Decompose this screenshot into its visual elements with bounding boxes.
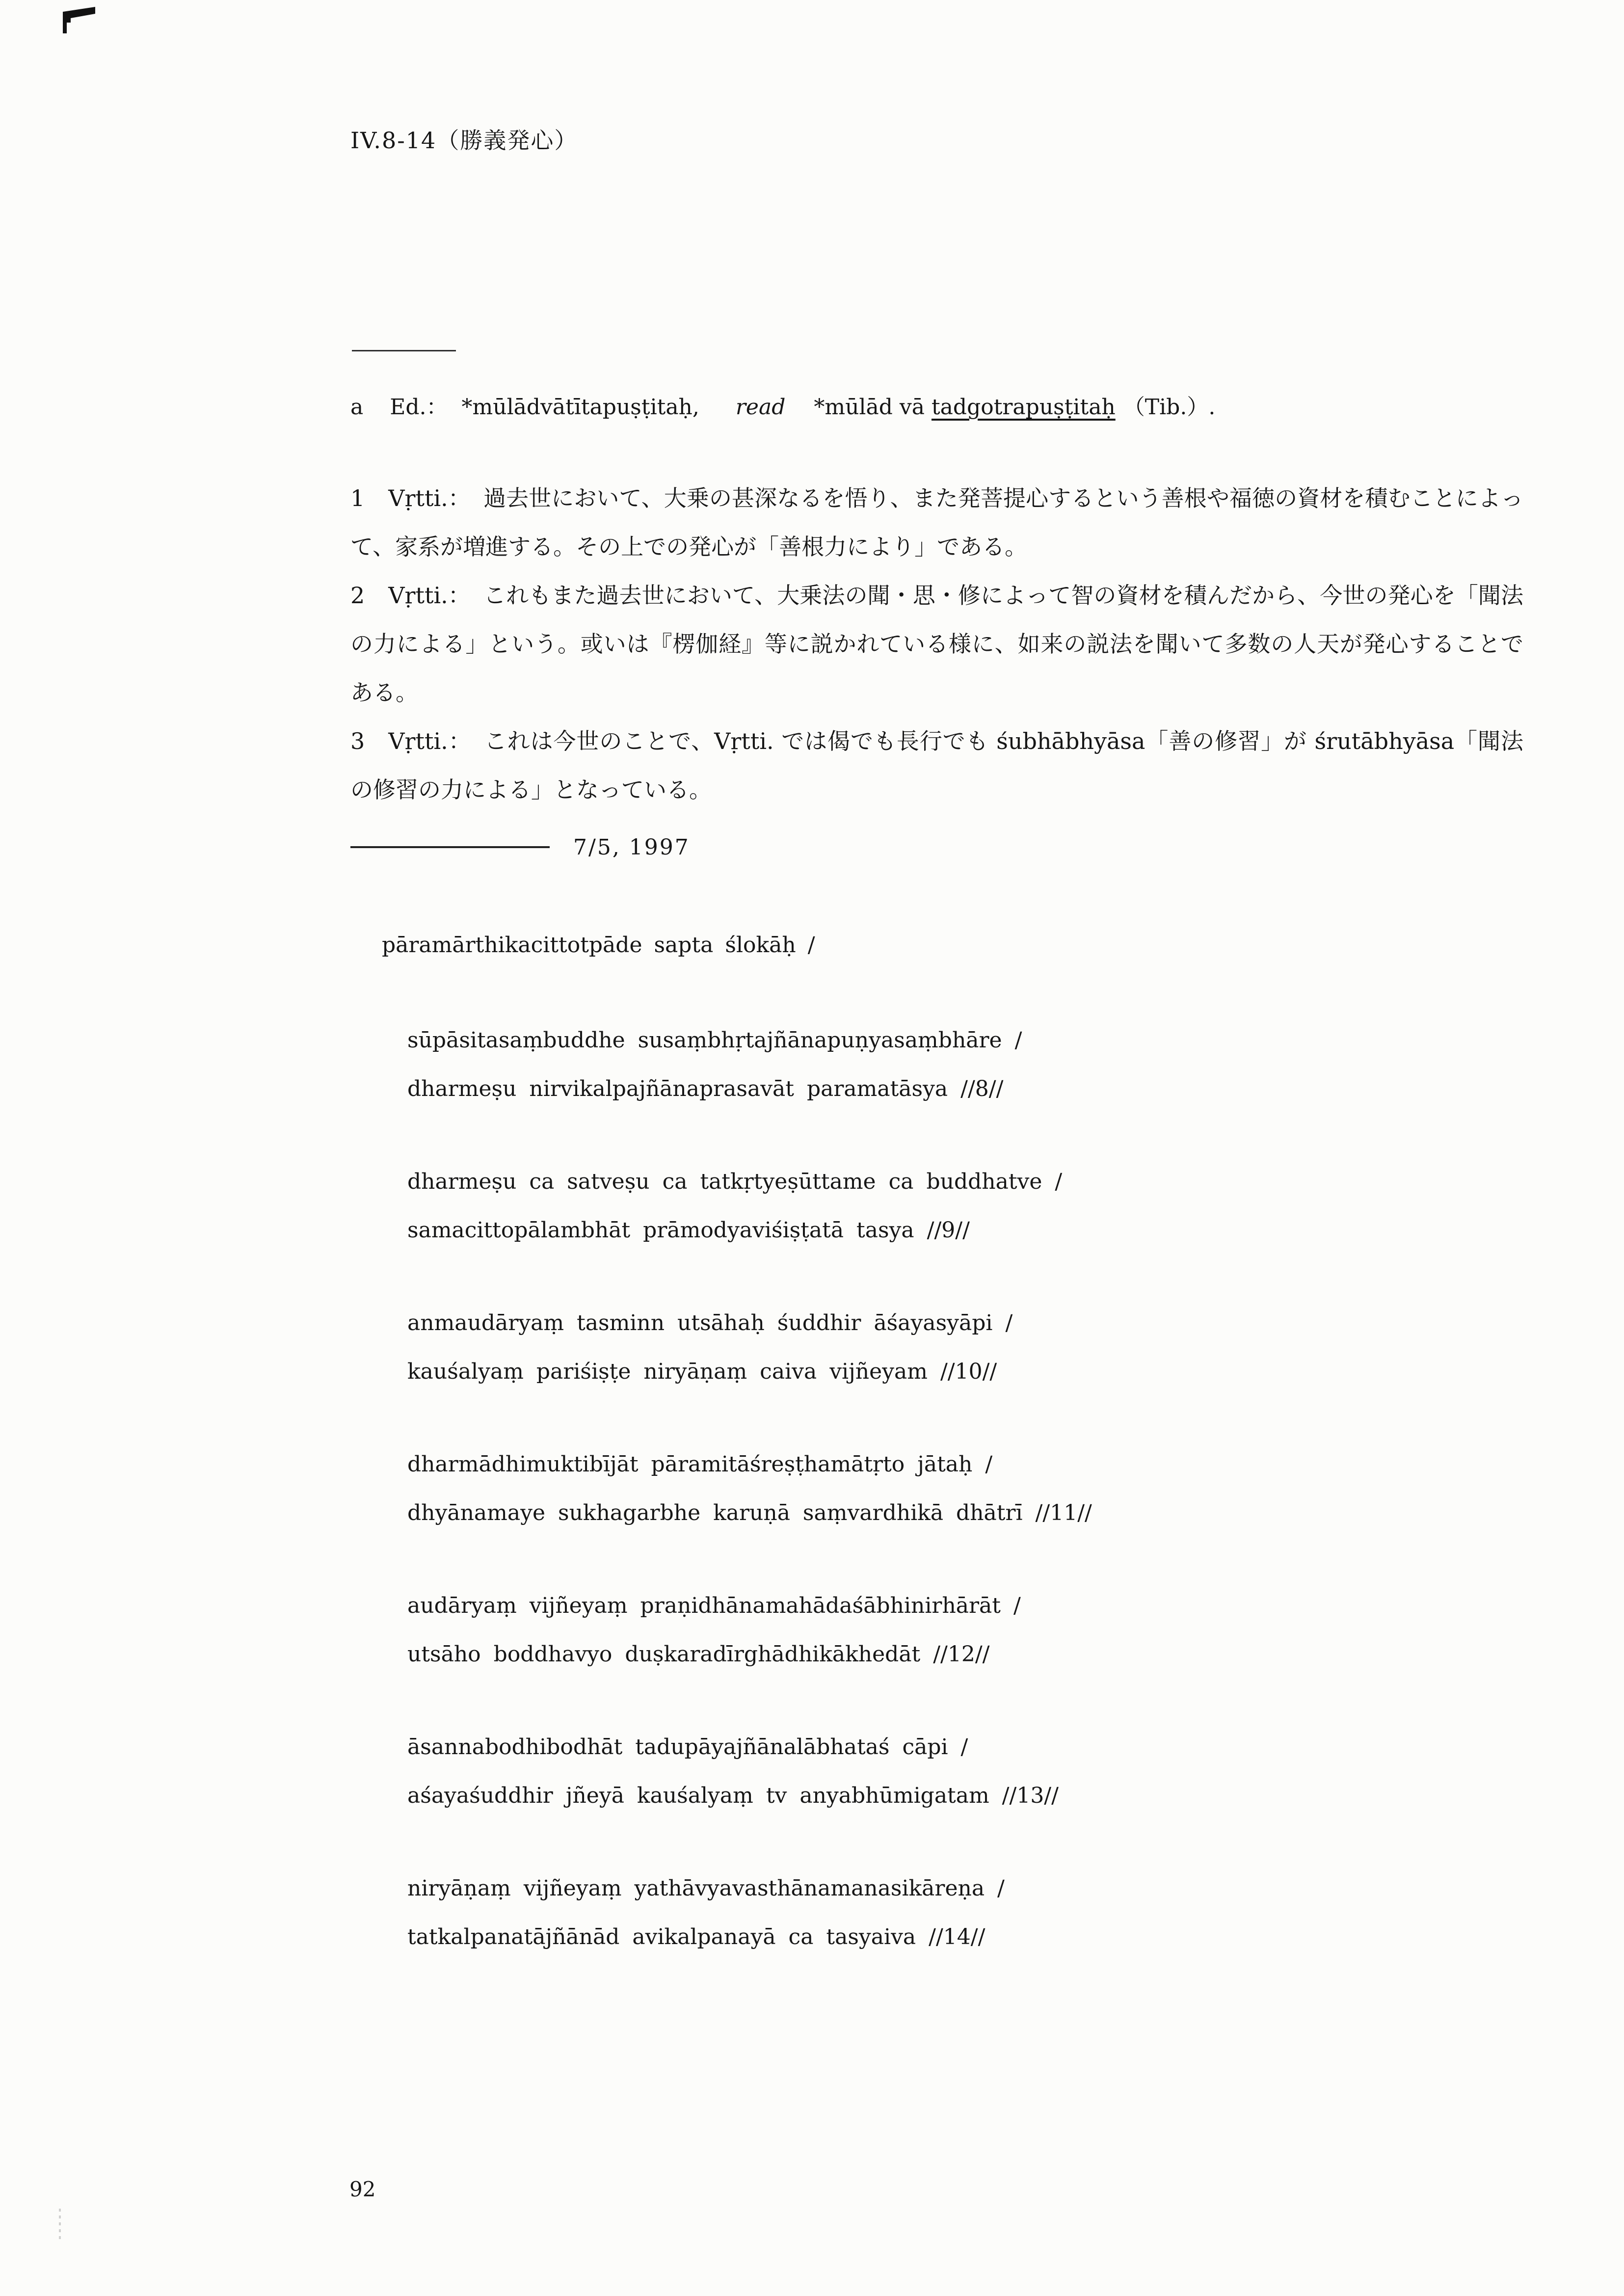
verse-line: sūpāsitasaṃbuddhe susaṃbhṛtajñānapuṇyasaṃbhāre / [407,1028,1022,1053]
apparatus-entry [350,389,1215,421]
verse-10 [407,1299,1092,1396]
page-number: 92 [349,2177,376,2201]
note-2 [350,571,1523,717]
verse-line: kauśalyaṃ pariśiṣṭe niryāṇaṃ caiva vijñeyam //10// [407,1359,997,1384]
note-number: 3 [350,728,365,754]
sanskrit-section-title: pāramārthikacittotpāde sapta ślokāḥ / [382,933,815,958]
date-text: 7/5, 1997 [573,834,690,860]
verse-line: dharmeṣu nirvikalpajñānaprasavāt paramatāsya //8// [407,1076,1004,1101]
note-source-label: Vṛtti.： [388,582,471,609]
note-text: これもまた過去世において、大乗法の聞・思・修によって智の資材を積んだから、今世の発心を「聞法の力による」という。或いは『楞伽経』等に説かれている様に、如来の説法を聞いて多数の人天が発心することである。 [350,582,1524,706]
scan-corner-mark-icon [62,7,101,35]
verse-line: niryāṇaṃ vijñeyaṃ yathāvyavasthānamanasikāreṇa / [407,1876,1005,1901]
apparatus-emendation: *mūlād vā [814,395,925,420]
apparatus-emendation-underlined: tadgotrapuṣṭitaḥ [931,395,1116,420]
page-header: IV.8-14（勝義発心） [350,127,578,154]
footnote-separator-rule [352,350,456,351]
verse-line: dharmādhimuktibījāt pāramitāśreṣṭhamātṛto jātaḥ / [407,1452,993,1477]
notes-block [350,474,1523,814]
note-1 [350,474,1523,571]
verse-line: āsannabodhibodhāt tadupāyajñānalābhataś cāpi / [407,1735,968,1760]
verse-line: samacittopālambhāt prāmodyaviśiṣṭatā tasya //9// [407,1218,970,1243]
apparatus-ed-label: Ed.： [390,395,448,420]
apparatus-lemma: *mūlādvātītapuṣṭitaḥ, [461,395,699,420]
verse-12 [407,1581,1092,1679]
note-number: 2 [350,582,365,609]
date-dash-rule [350,846,550,848]
verse-line: audāryaṃ vijñeyaṃ praṇidhānamahādaśābhinirhārāt / [407,1593,1021,1618]
note-source-label: Vṛtti.： [388,485,471,511]
apparatus-read-word: read [735,395,786,420]
verse-line: utsāho boddhavyo duṣkaradīrghādhikākhedāt //12// [407,1642,990,1667]
verse-line: tatkalpanatājñānād avikalpanayā ca tasyaiva //14// [407,1924,985,1949]
verse-8 [407,1016,1092,1113]
apparatus-marker: a [350,395,364,420]
note-3 [350,717,1523,814]
apparatus-tail: （Tib.）. [1123,395,1216,420]
verse-line: aśayaśuddhir jñeyā kauśalyaṃ tv anyabhūmigatam //13// [407,1783,1059,1808]
date-line [350,829,690,865]
verse-11 [407,1440,1092,1537]
note-number: 1 [350,485,365,511]
note-source-label: Vṛtti.： [388,728,472,754]
verse-13 [407,1723,1092,1820]
sanskrit-verses [407,1016,1092,2005]
verse-9 [407,1157,1092,1255]
verse-line: dharmeṣu ca satveṣu ca tatkṛtyeṣūttame ca buddhatve / [407,1169,1063,1194]
note-text: 過去世において、大乗の甚深なるを悟り、また発菩提心するという善根や福徳の資材を積むことによって、家系が増進する。その上での発心が「善根力により」である。 [350,485,1523,560]
verse-line: dhyānamaye sukhagarbhe karuṇā saṃvardhikā dhātrī //11// [407,1500,1092,1525]
note-text: これは今世のことで、Vṛtti. では偈でも長行でも śubhābhyāsa「善の修習」が śrutābhyāsa「聞法の修習の力による」となっている。 [350,728,1523,803]
scan-speck [59,2209,61,2243]
verse-14 [407,1864,1092,1961]
verse-line: anmaudāryaṃ tasminn utsāhaḥ śuddhir āśayasyāpi / [407,1310,1013,1335]
